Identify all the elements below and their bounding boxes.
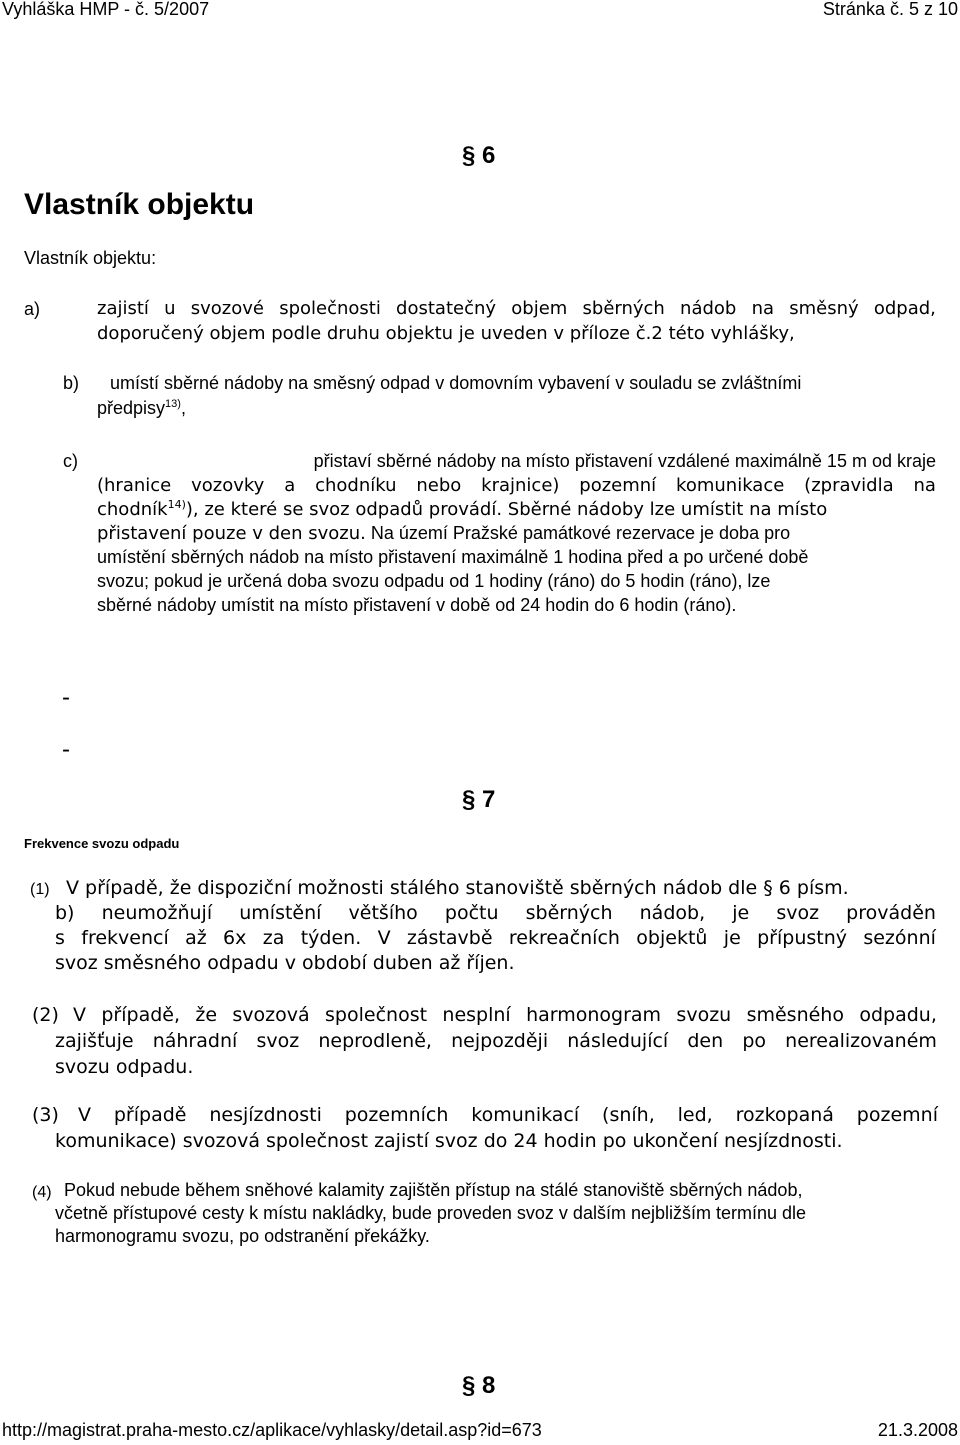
dash-2: - — [62, 736, 70, 763]
item-c-label: c) — [63, 451, 78, 471]
word: dostatečný — [396, 298, 497, 319]
item-c-text — [97, 475, 936, 619]
word: s — [55, 927, 65, 949]
item-c-line-3: chodník$^{14)}$), ze které se svoz odpadů provádí. Sběrné nádoby lze umístit na místo — [97, 498, 828, 520]
word: že — [195, 1004, 218, 1026]
word: V — [377, 927, 391, 949]
word: týden. — [300, 927, 362, 949]
word: svoz — [776, 902, 820, 924]
para-1-number: (1) — [30, 881, 50, 898]
word: za — [262, 927, 285, 949]
word: den — [687, 1030, 724, 1052]
para-4-line-2: včetně přístupové cesty k místu nakládky, bude proveden svoz v dalším nejbližším termínu dle — [55, 1203, 807, 1223]
dash-1: - — [62, 684, 70, 711]
item-c-line-6: svozu; pokud je určená doba svozu odpadu od 1 hodiny (ráno) do 5 hodin (ráno), lze — [97, 571, 771, 591]
word: společnost — [325, 1004, 428, 1026]
word: odpad, — [873, 298, 936, 319]
section-6-intro: Vlastník objektu: — [24, 248, 157, 268]
word: harmonogram — [526, 1004, 662, 1026]
word: nerealizovaném — [785, 1030, 937, 1052]
word: nádob, — [639, 902, 706, 924]
word: je — [723, 927, 741, 949]
word: a — [284, 475, 296, 496]
para-2-number: (2) — [32, 1004, 59, 1026]
para-2-body — [55, 1030, 937, 1082]
item-a-label: a) — [24, 299, 41, 319]
page-header-title: Vyhláška HMP - č. 5/2007 — [2, 0, 210, 19]
word: neprodleně, — [318, 1030, 432, 1052]
section-7-mark: § 7 — [462, 786, 496, 813]
word: je — [732, 902, 750, 924]
word: na — [751, 298, 775, 319]
word: svozu — [676, 1004, 732, 1026]
word: rekreačních — [508, 927, 620, 949]
word: komunikace — [676, 475, 785, 496]
item-c-line-1: přistaví sběrné nádoby na místo přistavení vzdálené maximálně 15 m od kraje — [313, 451, 936, 471]
word: neumožňují — [101, 902, 213, 924]
word: společnosti — [279, 298, 381, 319]
word: (zpravidla — [804, 475, 894, 496]
word: nesjízdnosti — [209, 1104, 322, 1126]
word: (sníh, — [602, 1104, 655, 1126]
word: odpadu, — [859, 1004, 937, 1026]
word: zajišťuje — [55, 1030, 134, 1052]
word: sběrných — [582, 298, 665, 319]
word: náhradní — [152, 1030, 238, 1052]
footnote-ref-14: 14) — [167, 498, 186, 511]
para-2-text — [73, 1004, 937, 1030]
word: objem — [511, 298, 568, 319]
word: 6x — [223, 927, 247, 949]
word: případě, — [101, 1004, 181, 1026]
word: pozemních — [344, 1104, 449, 1126]
word: nesplní — [442, 1004, 511, 1026]
word: směsného — [746, 1004, 844, 1026]
item-c-line-5: umístění sběrných nádob na místo přistavení maximálně 1 hodina před a po určené době — [97, 547, 809, 567]
word: vozovky — [191, 475, 265, 496]
para-4-number: (4) — [32, 1184, 52, 1201]
word: frekvencí — [81, 927, 169, 949]
para-1-line-1: V případě, že dispoziční možnosti stálého stanoviště sběrných nádob dle § 6 písm. — [66, 877, 849, 899]
word: umístění — [239, 902, 322, 924]
word: na — [913, 475, 936, 496]
word: V — [73, 1004, 86, 1026]
word: nebo — [416, 475, 462, 496]
source-url-link[interactable]: http://magistrat.praha-mesto.cz/aplikace/vyhlasky/detail.asp?id=673 — [2, 1420, 542, 1440]
para-3-number: (3) — [32, 1104, 59, 1126]
section-8-mark: § 8 — [462, 1372, 496, 1399]
word: krajnice) — [481, 475, 560, 496]
page-number: Stránka č. 5 z 10 — [822, 0, 958, 19]
section-7-title: Frekvence svozu odpadu — [24, 836, 180, 851]
item-b-label: b) — [63, 373, 80, 393]
word: sezónní — [863, 927, 936, 949]
word: objektů — [636, 927, 708, 949]
word: nejpozději — [451, 1030, 549, 1052]
para-3-text — [78, 1104, 938, 1130]
word: led, — [677, 1104, 713, 1126]
word: většího — [348, 902, 418, 924]
word: počtu — [444, 902, 499, 924]
word: následující — [567, 1030, 669, 1052]
item-a-text — [97, 298, 936, 344]
word: (hranice — [97, 475, 172, 496]
section-6-title: Vlastník objektu — [24, 188, 255, 221]
para-1-body — [55, 902, 936, 977]
item-b-comma: , — [180, 398, 186, 418]
word: pozemní — [856, 1104, 938, 1126]
word: komunikací — [471, 1104, 580, 1126]
word: prováděn — [846, 902, 936, 924]
para-4-line-1: Pokud nebude během sněhové kalamity zajištěn přístup na stálé stanoviště sběrných nádob, — [64, 1180, 803, 1200]
word: b) — [55, 902, 75, 924]
word: po — [742, 1030, 766, 1052]
item-b-predpisy: předpisy — [97, 398, 166, 418]
word: svoz — [256, 1030, 300, 1052]
item-b-line-2 — [97, 398, 186, 419]
word: pozemní — [579, 475, 657, 496]
word: případě — [113, 1104, 187, 1126]
word: přípustný — [757, 927, 847, 949]
para-4-line-3: harmonogramu svozu, po odstranění překážky. — [55, 1226, 430, 1246]
word: zajistí — [97, 298, 149, 319]
word: chodníku — [315, 475, 397, 496]
word: nádob — [680, 298, 737, 319]
print-date: 21.3.2008 — [877, 1420, 958, 1440]
word: až — [185, 927, 207, 949]
word: svozová — [232, 1004, 310, 1026]
word: u — [164, 298, 176, 319]
word: směsný — [789, 298, 859, 319]
word: rozkopaná — [735, 1104, 834, 1126]
word: V — [78, 1104, 91, 1126]
footnote-ref-13: 13) — [165, 398, 181, 410]
item-c-line-7: sběrné nádoby umístit na místo přistavení v době od 24 hodin do 6 hodin (ráno). — [97, 595, 737, 615]
item-c-line-4: přistavení pouze v den svozu. Na území Pražské památkové rezervace je doba pro — [97, 523, 791, 544]
para-3-line-2: komunikace) svozová společnost zajistí svoz do 24 hodin po ukončení nesjízdnosti. — [55, 1130, 843, 1152]
word: svozové — [190, 298, 264, 319]
word: sběrných — [525, 902, 613, 924]
para-1-line-4: svoz směsného odpadu v období duben až říjen. — [55, 952, 515, 974]
item-a-line-2: doporučený objem podle druhu objektu je uveden v příloze č.2 této vyhlášky, — [97, 323, 795, 344]
para-2-line-3: svozu odpadu. — [55, 1056, 194, 1078]
item-b-line-1: umístí sběrné nádoby na směsný odpad v domovním vybavení v souladu se zvláštními — [110, 373, 802, 393]
word: zástavbě — [406, 927, 493, 949]
section-6-mark: § 6 — [462, 142, 496, 169]
